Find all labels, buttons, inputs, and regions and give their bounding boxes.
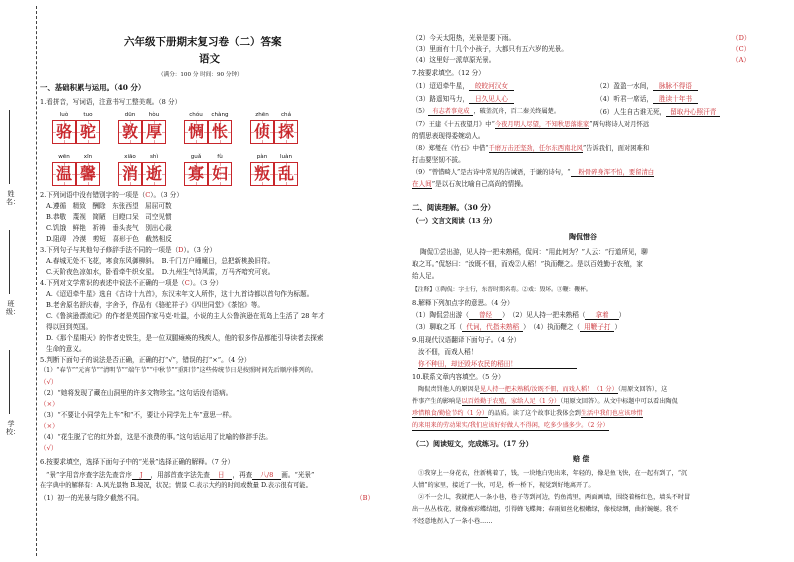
character-box: [274, 162, 298, 186]
q5-item-1-answer: （√）: [40, 378, 58, 386]
q5-prompt: 5.判断下面句子的说法是否正确，正确的打“√”，错误的打“×”。（4 分）: [40, 356, 251, 364]
character-box: [274, 120, 298, 144]
q7-row-2-left: （3）路遥知马力， 日久见人心: [412, 95, 514, 103]
character: 厚: [145, 122, 162, 141]
pinyin-label: luàn: [279, 154, 293, 160]
passage-notes: 【注释】①陶侃：字士行，东晋时期名将。②戏：毁坏。③鞭：鞭杯。: [412, 287, 592, 293]
q4-prompt: 4.下列对文学常识的表述中说法不正确的一项是（C）。（3 分）: [40, 279, 223, 287]
q5-item-3-answer: （×）: [40, 422, 59, 430]
character: 逝: [145, 164, 162, 183]
q2-option-b: B.恭敬 蔑视 简陋 目瞪口呆 司空见惯: [46, 213, 172, 221]
q5-item-3: （3）“不要让小同学先上车”和“不，要让小同学先上车”意思一样。: [40, 411, 236, 419]
character: 探: [277, 122, 294, 141]
subject-title: 语文: [199, 53, 220, 65]
q6-answer-1: J: [132, 471, 151, 480]
character-box: [250, 162, 274, 186]
q10-answer-2: 以百姓勤于农殖，家给人足（1 分）: [461, 398, 561, 405]
q7-answer-8a: 千磨万击还坚劲，: [488, 145, 539, 152]
character: 敦: [121, 122, 138, 141]
q4-option-b: B.老舍原名舒庆春，字舍予，作品有《骆驼祥子》《四世同堂》《茶馆》等。: [46, 301, 264, 309]
subsection-1-heading: （一）文言文阅读（13 分）: [412, 217, 497, 225]
character: 驼: [79, 122, 96, 141]
q6-prompt: 6.按要求填空，选择下面句子中的“光景”选择正确的解释。（7 分）: [40, 458, 235, 466]
pinyin-label: luò: [59, 112, 69, 118]
page-title: 六年级下册期末复习卷（二）答案: [124, 36, 282, 48]
character: 妇: [211, 164, 228, 183]
q7-row-1-right: （2）盈盈一水间， 脉脉不得语: [596, 82, 698, 90]
q10-answer-3: 珍惜粮食/勤俭节约（1 分）: [412, 410, 489, 417]
q7-answer-9b: 要留清白: [628, 169, 655, 176]
q6-sub-1: （1）初一的光景与除夕截然不同。: [40, 494, 144, 502]
q7-answer-1: 皎皎河汉女: [469, 82, 514, 91]
margin-name-blank: [9, 110, 10, 184]
character: 馨: [79, 164, 96, 183]
character: 寡: [187, 164, 204, 183]
q7-item-7: （7）王建《十五夜望月》中“今夜月明人尽望，不知秋思落谁家”两句将诗人对月怀远: [412, 121, 650, 128]
q6-sub-2-answer: （D）: [732, 34, 751, 42]
q5-item-4-answer: （√）: [40, 444, 58, 452]
character: 骆: [55, 122, 72, 141]
q2-option-c: C.饥饿 鲜艳 祈祷 垂头丧气 别出心裁: [46, 224, 172, 232]
q2-answer: C: [145, 191, 151, 199]
q6-answer-2: 日: [210, 471, 233, 480]
q6-sub-4-answer: （A）: [732, 56, 750, 64]
margin-class-blank: [9, 230, 10, 294]
word-box: [118, 112, 166, 144]
q8-answer-3: 代词，代指未熟稻: [462, 323, 523, 332]
character: 温: [55, 164, 72, 183]
subsection-2-heading: （二）阅读短文，完成练习。（17 分）: [412, 439, 533, 448]
q9-prompt: 9.用现代汉语翻译下面句子。（4 分）: [412, 336, 521, 344]
q7-answer-5: 有志者事竟成: [428, 108, 473, 116]
q7-row-3-right: （6）人生自古谁无死， 留取丹心照汗青: [596, 108, 720, 116]
pinyin-label: chá: [280, 112, 292, 118]
q6-sub-1-answer: （B）: [356, 494, 375, 502]
q8-row-1: （1）陶侃尝出游（ 曾经 ） （2）见人持一把未熟稻（ 拿着 ）: [412, 311, 626, 319]
pinyin-label: pàn: [256, 154, 268, 160]
character: 乱: [277, 164, 294, 183]
character-box: [208, 120, 232, 144]
character-box: [142, 162, 166, 186]
q7-answer-7b: 不知秋思落谁家: [545, 121, 590, 128]
q4-option-d: D.《那个星期天》的作者史铁生，是一位双腿瘫痪的残疾人，他的很多作品都能引导读者去探索: [46, 334, 324, 342]
q7-prompt: 7.按要求填空。（12 分）: [412, 69, 485, 77]
character-box: [52, 120, 76, 144]
q7-row-1-left: （1）迢迢牵牛星， 皎皎河汉女: [412, 82, 514, 90]
passage-line-3: 给人足。: [412, 272, 439, 280]
margin-name-label: 姓名：: [6, 190, 20, 206]
q7-answer-4: 胜读十年书: [653, 95, 698, 104]
character: 侦: [253, 122, 270, 141]
q7-answer-2: 脉脉不得语: [653, 82, 698, 91]
pinyin-label: wēn: [58, 154, 70, 160]
q6-sub-4: （4）这里好一派草原光景。: [412, 56, 496, 64]
q7-item-9-cont: 在人间”是以石灰比喻自己高尚的情操。: [412, 180, 528, 188]
q8-answer-2: 拿着: [585, 311, 618, 320]
q4-option-c-cont: 得以回到英国。: [46, 323, 93, 331]
story-line-2: 人情”的家里，接近了一伙，可是，桥一桥下，视觉到好地离开了。: [412, 482, 595, 489]
q10-line-1: 陶侃责罚他人的原因是见人持一把未熟稻/汝既不佃，而戏人稻！（1 分）（用原文回答），这: [418, 386, 668, 393]
story-line-5: 不经意地拐入了一条小巷……: [412, 518, 493, 525]
q7-item-7-cont: 的情思表现得委婉动人。: [412, 132, 485, 140]
q3-prompt: 3.下列句子与其他句子修辞手法不同的一项是（D）。（3 分）: [40, 246, 217, 254]
q7-row-3-left: （5） 有志者事竟成 ，破釜沉舟，百二秦关终属楚。: [412, 108, 561, 115]
q6-sub-3: （3）里面有十几个小孩子，大都只有五六岁的光景。: [412, 45, 568, 53]
q2-option-a: A.遵循 精致 酬除 东张西望 屈屈可数: [46, 202, 172, 210]
pinyin-label: dūn: [124, 112, 136, 118]
q4-option-a: A.《迢迢牵牛星》选自《古诗十九首》，东汉末年文人所作，这十九首诗都以首句作为标题。: [46, 290, 314, 298]
q9-answer: 你不种田，却还毁坏农民的稻田！: [418, 360, 577, 369]
q3-options-ab: A.春城无处不飞花，寒食东风御柳斜。 B.千门万户曈曈日，总把新桃换旧符。: [46, 257, 275, 265]
q4-option-c: C.《鲁滨逊漂流记》的作者是英国作家马克·吐温，小说的主人公鲁滨逊在荒岛上生活了 28 年才: [46, 312, 325, 320]
q10-line-2: 件事产生的影响是以百姓勤于农殖，家给人足（1 分）（用原文回答）。从文中标题中可以看出陶侃: [412, 398, 678, 405]
q7-item-8: （8）郑燮在《竹石》中借“千磨万击还坚劲，任尔东西南北风”告诉我们，面对困难和: [412, 145, 650, 152]
exam-meta: （满分：100 分 时间：90 分钟）: [158, 72, 243, 78]
character-box: [184, 120, 208, 144]
q6-line-2: 在字典中的解释有：A.风光景物 B.境况，状况；情景 C.表示大约的时间或数量 D.表示很有可能。: [40, 482, 312, 489]
q3-answer: D: [178, 246, 184, 254]
pinyin-label: fù: [217, 154, 223, 160]
passage-title: 陶侃惜谷: [569, 232, 597, 241]
character-box: [52, 162, 76, 186]
q2-option-d: D.阻碍 冷漠 剪短 喜形于色 截然相反: [46, 235, 172, 243]
pinyin-label: chàng: [211, 112, 229, 118]
word-box: [52, 154, 100, 186]
character: 消: [121, 164, 138, 183]
pinyin-label: zhēn: [255, 112, 269, 118]
pinyin-label: hòu: [148, 112, 160, 118]
q10-answer-4: 生活中我们也应该珍惜: [580, 410, 643, 417]
q5-item-4: （4）“花生脱了它的红外套，这是不浪费的事。”这句话运用了比喻的修辞手法。: [40, 433, 272, 441]
q7-answer-6: 留取丹心照汗青: [666, 108, 720, 117]
q7-item-8-cont: 打击要坚韧不拔。: [412, 156, 465, 164]
character-box: [118, 162, 142, 186]
q10-answer-1: 见人持一把未熟稻/汝既不佃，而戏人稻！（1 分）: [479, 386, 618, 393]
q7-answer-9c: 在人间: [412, 180, 432, 188]
q8-answer-4: 用鞭子打: [580, 323, 614, 332]
q6-sub-3-answer: （C）: [732, 45, 751, 53]
character-box: [184, 162, 208, 186]
pinyin-label: xīn: [83, 154, 93, 160]
section-1-heading: 一、基础积累与运用。（40 分）: [40, 83, 146, 92]
word-box: [184, 154, 232, 186]
character-box: [142, 120, 166, 144]
pinyin-label: shì: [149, 154, 158, 160]
q6-line-1: “景”字用音序查字法先查音序 J ，用部首查字法先查 日 ，再查 八/8 画。“光景”: [46, 471, 315, 479]
q7-item-9: （9）“曾惜畸人”是古诗中常见的告诫语，于谦的诗句，“ 粉骨碎身浑不怕，要留清白: [412, 169, 655, 176]
pinyin-label: xiāo: [124, 154, 136, 160]
character-box: [208, 162, 232, 186]
q8-row-2: （3）聊取之耳（ 代词，代指未熟稻 ） （4）执而鞭之（ 用鞭子打 ）: [412, 323, 622, 331]
character-box: [250, 120, 274, 144]
q8-answer-1: 曾经: [469, 311, 502, 320]
character-box: [76, 162, 100, 186]
binding-dashed-line: [36, 6, 37, 556]
q6-answer-3: 八/8: [252, 471, 281, 480]
word-box: [118, 154, 166, 186]
q5-item-1: （1）“春节”“元宵节”“清明节”“端午节”“中秋节”“重阳节”这些传统节日是按照时间先后顺序排列的。: [40, 367, 318, 374]
pinyin-label: tuo: [83, 112, 93, 118]
character: 叛: [253, 164, 270, 183]
q7-answer-3: 日久见人心: [469, 95, 514, 104]
q10-answer-4-cont: 的来用来的劳动果实/我们应该好好做人不得闲，吃多少盛多少。（2 分）: [412, 422, 609, 429]
q8-prompt: 8.解释下列加点字的意思。（4 分）: [412, 299, 514, 307]
q6-sub-2: （2）今天太阳热，光景是要下雨。: [412, 34, 516, 42]
q10-line-3: 珍惜粮食/勤俭节约（1 分）的品质。读了这个故事让我体会到生活中我们也应该珍惜: [412, 410, 643, 417]
story-line-1: ①我穿上一身花衣，往新桃着了，钱，一块地白兜出来，年轻的，像是鱼飞快，在一起有到了，“沉: [418, 470, 688, 477]
character: 惆: [187, 122, 204, 141]
story-line-3: ②不一会儿，我就把人一条小巷，巷子等到河边，钓鱼湾里，两面画墙，围绕着杨红色，墙头不时冒: [418, 494, 691, 501]
margin-class-label: 班级：: [6, 300, 20, 316]
story-title: 赔 偿: [573, 454, 590, 463]
section-2-heading: 二、阅读理解。（30 分）: [412, 203, 496, 212]
word-box: [52, 112, 100, 144]
pinyin-label: chóu: [189, 112, 203, 118]
q4-answer: C: [184, 279, 190, 287]
passage-line-1: 陶侃①尝出游，见人持一把未熟稻，侃问：“用此何为？”人云：“行道所见，聊: [420, 248, 648, 256]
q5-item-2: （2）“她将发现了藏在山洞里的许多文物珍宝。”这句话没有语病。: [40, 389, 233, 397]
q7-answer-7a: 今夜月明人尽望，: [494, 121, 546, 128]
q10-prompt: 10.联系文章内容填空。（5 分）: [412, 373, 505, 381]
character-box: [118, 120, 142, 144]
word-box: [184, 112, 232, 144]
story-line-4: 出一丛丛枝花，就像被彩蝶结组，引得蜂飞蝶舞；春雨如丝化根嫩绿，像枝绿绸，曲折蜿蜒。我不: [412, 506, 679, 513]
character-box: [76, 120, 100, 144]
margin-school-label: 学校：: [6, 420, 20, 436]
pinyin-label: guǎ: [190, 154, 202, 160]
q2-prompt: 2.下列词语中没有错别字的一项是（C）。（3 分）: [40, 191, 183, 199]
q7-row-2-right: （4）听君一席话， 胜读十年书: [596, 95, 698, 103]
word-box: [250, 154, 298, 186]
word-box: [250, 112, 298, 144]
character: 怅: [211, 122, 228, 141]
q4-option-d-cont: 生命的意义。: [46, 345, 86, 353]
passage-line-2: 取之耳。”侃怒曰：“汝既不佃，而戏②人稻！”执而鞭之。是以百姓勤于农殖，家: [412, 260, 643, 268]
q7-answer-8b: 任尔东西南北风: [538, 145, 583, 152]
q3-options-cd: C.天阶夜色凉如水，卧看牵牛织女星。 D.九州生气恃风雷，万马齐喑究可哀。: [46, 268, 275, 276]
q7-answer-9a: 粉骨碎身浑不怕，: [571, 169, 629, 177]
margin-school-blank: [9, 350, 10, 414]
q9-source: 汝不佃，而戏人稻！: [418, 348, 478, 356]
q5-item-2-answer: （×）: [40, 400, 59, 408]
q1-prompt: 1.看拼音，写词语，注意书写工整美观。（8 分）: [40, 98, 182, 106]
